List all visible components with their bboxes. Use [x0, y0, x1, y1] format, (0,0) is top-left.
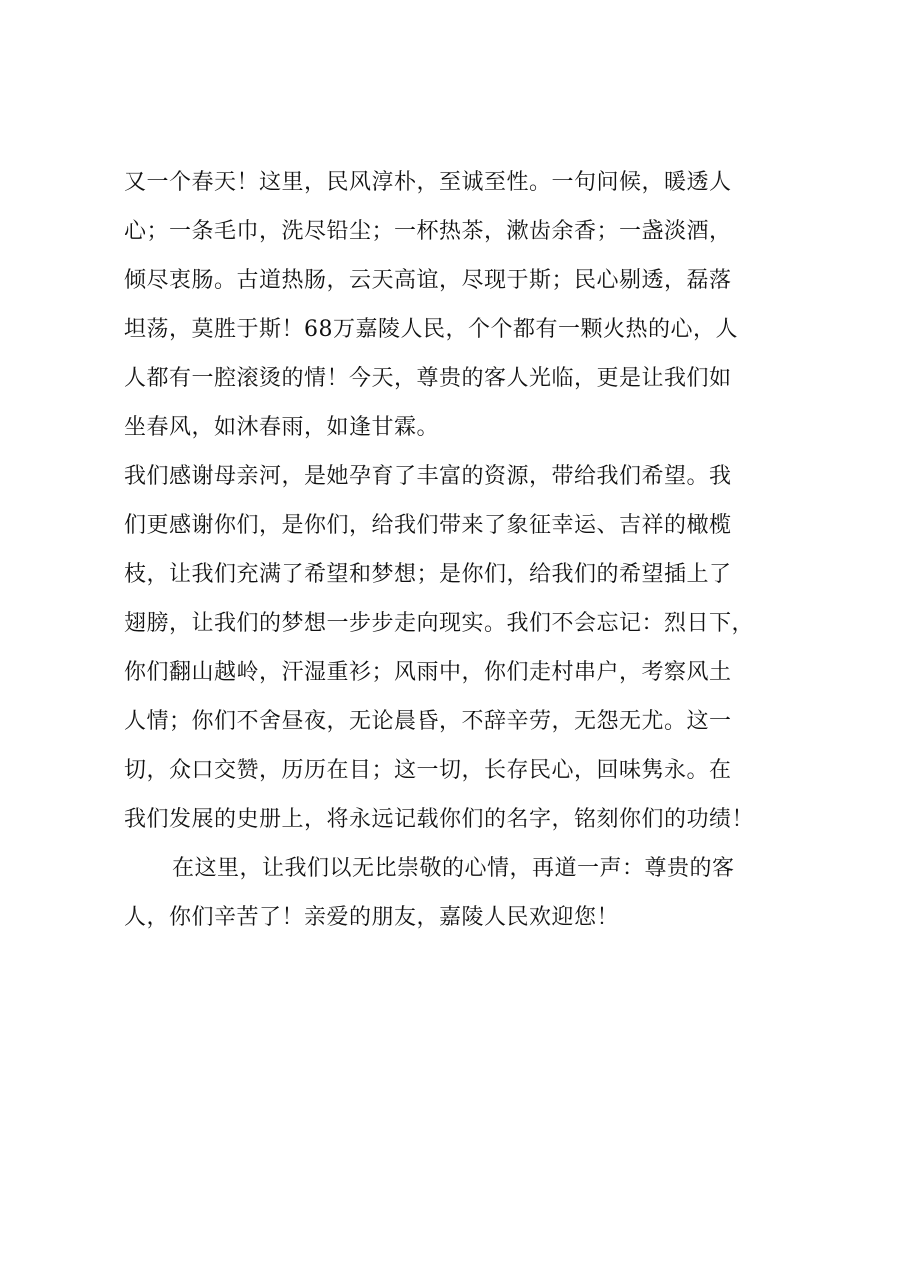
paragraph-spring-welcome — [124, 158, 804, 452]
text-line: 坐春风，如沐春雨，如逢甘霖。 — [124, 415, 440, 440]
text-line: 坦荡，莫胜于斯！68万嘉陵人民，个个都有一颗火热的心，人 — [124, 317, 738, 342]
text-line: 切，众口交赞，历历在目；这一切，长存民心，回味隽永。在 — [124, 758, 732, 783]
text-line: 们更感谢你们，是你们，给我们带来了象征幸运、吉祥的橄榄 — [124, 513, 732, 538]
text-line: 翅膀，让我们的梦想一步步走向现实。我们不会忘记：烈日下， — [124, 611, 755, 636]
text-line: 在这里，让我们以无比崇敬的心情，再道一声：尊贵的客 — [172, 856, 735, 881]
paragraph-closing — [124, 844, 804, 942]
text-line: 人都有一腔滚烫的情！今天，尊贵的客人光临，更是让我们如 — [124, 366, 732, 391]
text-line: 倾尽衷肠。古道热肠，云天高谊，尽现于斯；民心剔透，磊落 — [124, 268, 732, 293]
text-line: 人情；你们不舍昼夜，无论晨昏，不辞辛劳，无怨无尤。这一 — [124, 709, 732, 734]
text-line: 枝，让我们充满了希望和梦想；是你们，给我们的希望插上了 — [124, 562, 732, 587]
document-body — [124, 158, 804, 942]
text-line: 又一个春天！这里，民风淳朴，至诚至性。一句问候，暖透人 — [124, 170, 732, 195]
text-line: 我们感谢母亲河，是她孕育了丰富的资源，带给我们希望。我 — [124, 464, 732, 489]
text-line: 心；一条毛巾，洗尽铅尘；一杯热茶，漱齿余香；一盏淡酒， — [124, 219, 732, 244]
text-line: 我们发展的史册上，将永远记载你们的名字，铭刻你们的功绩！ — [124, 807, 755, 832]
paragraph-gratitude — [124, 452, 804, 844]
text-line: 你们翻山越岭，汗湿重衫；风雨中，你们走村串户，考察风土 — [124, 660, 732, 685]
text-line: 人，你们辛苦了！亲爱的朋友，嘉陵人民欢迎您！ — [124, 905, 620, 930]
